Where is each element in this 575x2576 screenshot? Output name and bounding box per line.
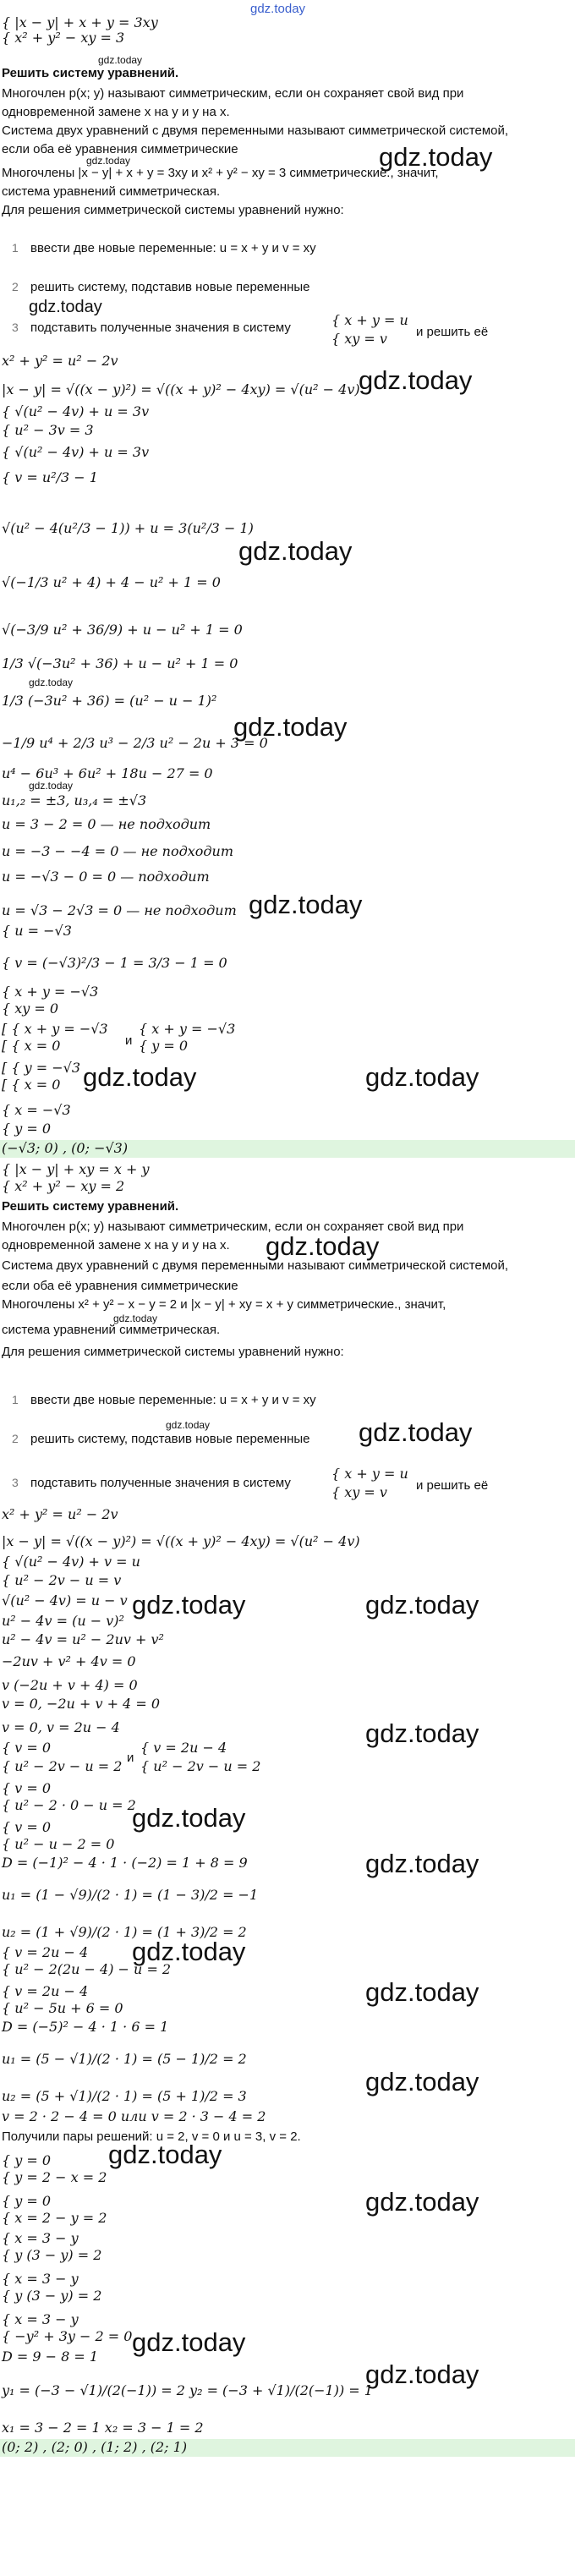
formula: u₂ = (5 + √1)/(2 · 1) = (5 + 1)/2 = 3 [2,2088,247,2104]
watermark: gdz.today [98,54,143,66]
watermark: gdz.today [359,365,473,395]
formula: [ { x = 0 [2,1038,61,1054]
formula: { √(u² − 4v) + u = 3v [2,444,150,460]
definition-line: Для решения симметрической системы уравнений нужно: [2,1345,344,1359]
formula: −2uv + v² + 4v = 0 [2,1653,136,1669]
formula: [ { x + y = −√3 [2,1021,108,1037]
uv-system: { xy = v [331,1484,387,1500]
formula: D = (−1)² − 4 · 1 · (−2) = 1 + 8 = 9 [2,1855,248,1871]
formula: { y (3 − y) = 2 [2,2288,102,2304]
definition-line: Многочлены |x − y| + x + y = 3xy и x² + y² − xy = 3 симметрические., значит, [2,166,439,180]
watermark: gdz.today [365,1849,479,1878]
watermark: gdz.today [132,1803,246,1833]
formula: { y = 0 [139,1038,189,1054]
formula: { v = u²/3 − 1 [2,469,98,485]
formula: D = 9 − 8 = 1 [2,2349,99,2365]
watermark: gdz.today [365,1977,479,2007]
system-line-1: { |x − y| + xy = x + y [2,1161,150,1177]
system-line-1: { |x − y| + x + y = 3xy [2,14,158,30]
formula: { −y² + 3y − 2 = 0 [2,2328,133,2344]
answer-text: (0; 2) , (2; 0) , (1; 2) , (2; 1) [2,2439,188,2455]
step-2: 2 решить систему, подставив новые переменные [12,280,310,294]
watermark: gdz.today [29,677,74,688]
formula: u₁ = (1 − √9)/(2 · 1) = (1 − 3)/2 = −1 [2,1887,259,1903]
watermark: gdz.today [132,1937,246,1966]
solution-pairs: Получили пары решений: u = 2, v = 0 и u = 3, v = 2. [2,2129,301,2144]
step-1: 1 ввести две новые переменные: u = x + y и v = xy [12,1393,316,1407]
watermark: gdz.today [379,142,493,172]
formula: { v = 2u − 4 [140,1740,227,1756]
formula: { v = (−√3)²/3 − 1 = 3/3 − 1 = 0 [2,955,227,971]
formula: { v = 0 [2,1780,52,1796]
formula: { v = 0 [2,1819,52,1835]
watermark: gdz.today [108,2140,222,2169]
step-2: 2 решить систему, подставив новые переменные [12,1432,310,1446]
formula: { x = −√3 [2,1102,71,1118]
step-3-suffix: и решить её [416,325,489,339]
formula: { u² − 3v = 3 [2,422,94,438]
formula: √(u² − 4(u²/3 − 1)) + u = 3(u²/3 − 1) [2,520,254,536]
section-title: Решить систему уравнений. [2,1199,179,1214]
formula: u² − 4v = (u − v)² [2,1613,124,1629]
formula: { x = 2 − y = 2 [2,2210,107,2226]
watermark: gdz.today [365,2067,479,2096]
step-1: 1 ввести две новые переменные: u = x + y и v = xy [12,241,316,255]
formula: u = √3 − 2√3 = 0 — не подходит [2,902,237,918]
formula: { u² − 2v − u = 2 [2,1758,123,1774]
formula: √(u² − 4v) = u − v [2,1592,128,1609]
definition-line: если оба её уравнения симметрические [2,142,238,156]
definition-line: Для решения симметрической системы уравнений нужно: [2,203,344,217]
formula: { y = 0 [2,1121,52,1137]
formula: √(−3/9 u² + 36/9) + u − u² + 1 = 0 [2,622,243,638]
formula: { √(u² − 4v) + v = u [2,1554,140,1570]
definition-line: Система двух уравнений с двумя переменными называют симметрической системой, [2,123,509,138]
watermark: gdz.today [365,1590,479,1620]
formula: { x = 3 − y [2,2271,79,2287]
definition-line: одновременной замене x на y и y на x. [2,105,230,119]
formula: −1/9 u⁴ + 2/3 u³ − 2/3 u² − 2u + 3 = 0 [2,735,268,751]
formula: { v = 2u − 4 [2,1944,89,1960]
formula: u₁ = (5 − √1)/(2 · 1) = (5 − 1)/2 = 2 [2,2051,247,2067]
definition-line: одновременной замене x на y и y на x. [2,1238,230,1252]
step-3: 3 подставить полученные значения в систему [12,1476,291,1490]
watermark: gdz.today [365,2360,479,2389]
watermark: gdz.today [113,1313,158,1324]
formula: { u² − u − 2 = 0 [2,1836,115,1852]
step-3: 3 подставить полученные значения в систему [12,321,291,335]
definition-line: система уравнений симметрическая. [2,184,221,199]
formula: { xy = 0 [2,1000,59,1017]
definition-line: Многочлен p(x; y) называют симметрическим, если он сохраняет свой вид при [2,1219,464,1234]
formula: x² + y² = u² − 2v [2,353,118,369]
formula: { u² − 2v − u = v [2,1572,122,1588]
formula: { y = 0 [2,2193,52,2209]
watermark: gdz.today [132,1590,246,1620]
formula: |x − y| = √((x − y)²) = √((x + y)² − 4xy) = √(u² − 4v) [2,381,360,397]
formula: y₁ = (−3 − √1)/(2(−1)) = 2 y₂ = (−3 + √1)/(2(−1)) = 1 [2,2382,373,2398]
formula: { u² − 2 · 0 − u = 2 [2,1797,136,1813]
uv-system: { xy = v [331,331,387,347]
and-label: и [127,1751,134,1765]
watermark: gdz.today [86,155,131,167]
definition-line: Система двух уравнений с двумя переменными называют симметрической системой, [2,1258,509,1273]
system-line-2: { x² + y² − xy = 3 [2,30,125,46]
watermark: gdz.today [29,780,74,792]
formula: { x = 3 − y [2,2311,79,2327]
formula: u = −√3 − 0 = 0 — подходит [2,869,210,885]
formula: { u = −√3 [2,923,72,939]
formula: { u² − 5u + 6 = 0 [2,2000,123,2016]
formula: [ { y = −√3 [2,1060,80,1076]
formula: u = 3 − 2 = 0 — не подходит [2,816,211,832]
formula: √(−1/3 u² + 4) + 4 − u² + 1 = 0 [2,574,221,590]
formula: { x = 3 − y [2,2230,79,2246]
watermark: gdz.today [29,298,102,316]
formula: u₂ = (1 + √9)/(2 · 1) = (1 + 3)/2 = 2 [2,1924,247,1940]
section-title: Решить систему уравнений. [2,66,179,80]
formula: { √(u² − 4v) + u = 3v [2,403,150,419]
definition-line: Многочлен p(x; y) называют симметрическим, если он сохраняет свой вид при [2,86,464,101]
formula: v = 0, −2u + v + 4 = 0 [2,1696,160,1712]
formula: { v = 2u − 4 [2,1983,89,1999]
formula: { x + y = −√3 [2,984,99,1000]
watermark: gdz.today [132,2327,246,2357]
formula: |x − y| = √((x − y)²) = √((x + y)² − 4xy) = √(u² − 4v) [2,1533,360,1549]
formula: v = 0, v = 2u − 4 [2,1719,120,1735]
formula: x² + y² = u² − 2v [2,1506,118,1522]
watermark-top: gdz.today [250,2,306,16]
formula: [ { x = 0 [2,1077,61,1093]
watermark: gdz.today [233,712,348,742]
system-line-2: { x² + y² − xy = 2 [2,1178,125,1194]
uv-system: { x + y = u [331,312,408,328]
answer-row [0,2439,575,2457]
formula: { u² − 2(2u − 4) − u = 2 [2,1961,172,1977]
answer-text: (−√3; 0) , (0; −√3) [2,1140,129,1156]
formula: { y = 2 − x = 2 [2,2169,107,2185]
watermark: gdz.today [365,1718,479,1748]
formula: D = (−5)² − 4 · 1 · 6 = 1 [2,2019,169,2035]
watermark: gdz.today [359,1417,473,1447]
formula: u = −3 − −4 = 0 — не подходит [2,843,234,859]
formula: 1/3 (−3u² + 36) = (u² − u − 1)² [2,693,217,709]
formula: v = 2 · 2 − 4 = 0 или v = 2 · 3 − 4 = 2 [2,2108,266,2124]
watermark: gdz.today [249,890,363,919]
formula: u⁴ − 6u³ + 6u² + 18u − 27 = 0 [2,765,213,781]
watermark: gdz.today [266,1231,380,1261]
definition-line: Многочлены x² + y² − x − y = 2 и |x − y| + xy = x + y симметрические., значит, [2,1297,446,1312]
and-label: и [125,1033,133,1048]
watermark: gdz.today [365,2187,479,2217]
formula: x₁ = 3 − 2 = 1 x₂ = 3 − 1 = 2 [2,2420,204,2436]
formula: u² − 4v = u² − 2uv + v² [2,1631,164,1647]
definition-line: если оба её уравнения симметрические [2,1279,238,1293]
watermark: gdz.today [365,1062,479,1092]
formula: { y = 0 [2,2152,52,2168]
formula: { y (3 − y) = 2 [2,2247,102,2263]
watermark: gdz.today [166,1419,211,1431]
watermark: gdz.today [83,1062,197,1092]
formula: { u² − 2v − u = 2 [140,1758,261,1774]
definition-line: система уравнений симметрическая. [2,1323,221,1337]
watermark: gdz.today [238,536,353,566]
formula: { x + y = −√3 [139,1021,236,1037]
step-3-suffix: и решить её [416,1478,489,1493]
formula: v (−2u + v + 4) = 0 [2,1677,138,1693]
formula: { v = 0 [2,1740,52,1756]
formula: u₁,₂ = ±3, u₃,₄ = ±√3 [2,792,147,808]
uv-system: { x + y = u [331,1466,408,1482]
formula: 1/3 √(−3u² + 36) + u − u² + 1 = 0 [2,655,238,671]
answer-row [0,1140,575,1158]
